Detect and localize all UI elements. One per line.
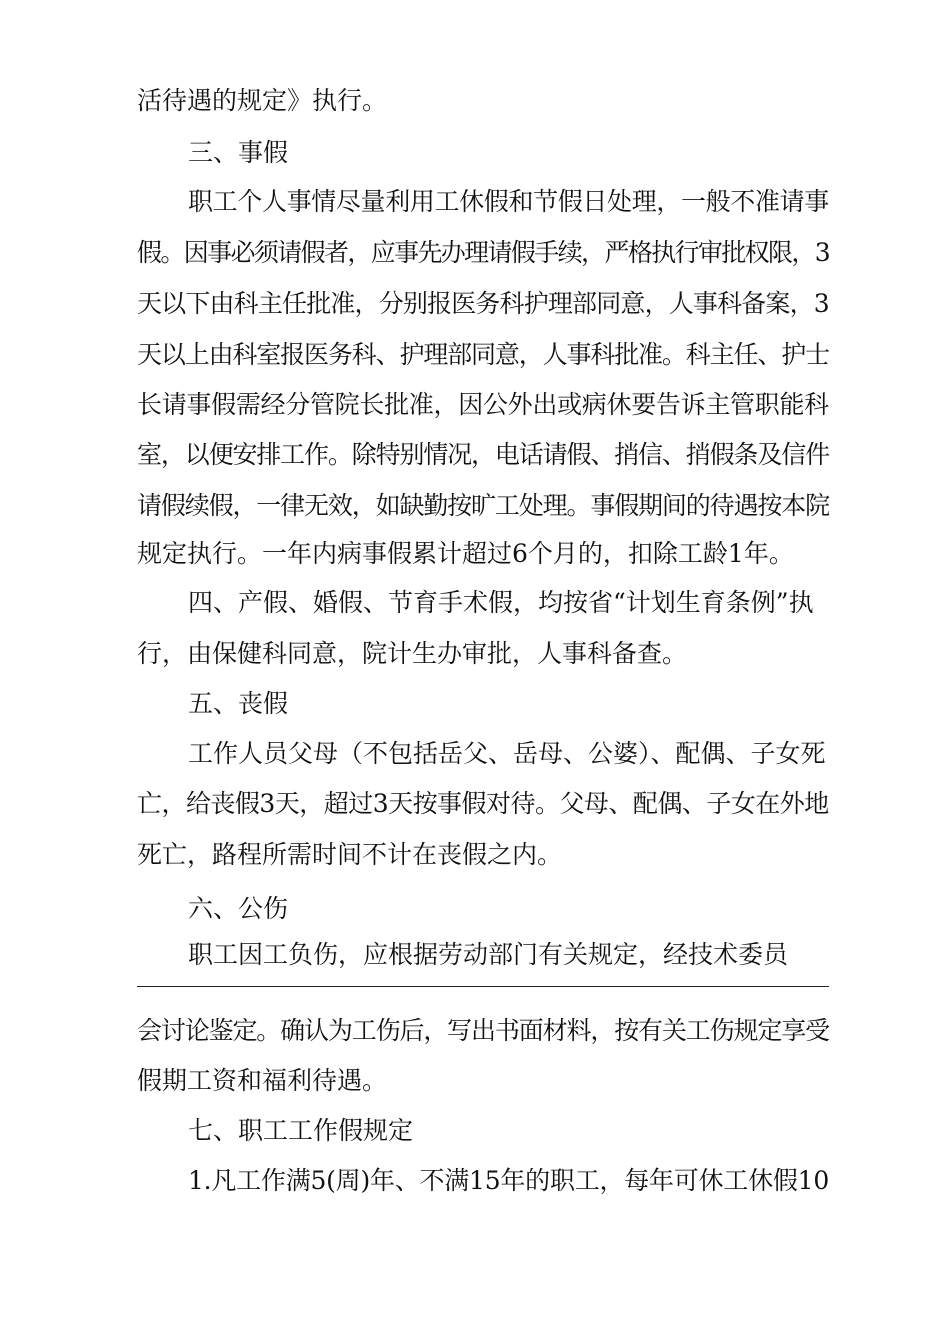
section-heading-personal-leave: 三、事假 [188,138,289,167]
paragraph-line: 假期工资和福利待遇。 [137,1066,388,1095]
paragraph-line: 工作人员父母（不包括岳父、岳母、公婆）、配偶、子女死 [188,739,826,768]
section-heading-work-leave: 七、职工工作假规定 [188,1116,414,1145]
paragraph-line: 活待遇的规定》执行。 [137,86,388,115]
paragraph-line: 会讨论鉴定。确认为工伤后，写出书面材料，按有关工伤规定享受 [137,1016,829,1045]
paragraph-line: 请假续假，一律无效，如缺勤按旷工处理。事假期间的待遇按本院 [137,491,829,520]
paragraph-line: 职工因工负伤，应根据劳动部门有关规定，经技术委员 [188,940,789,969]
paragraph-line: 亡，给丧假3天，超过3天按事假对待。父母、配偶、子女在外地 [137,789,829,818]
paragraph-line: 1.凡工作满5(周)年、不满15年的职工，每年可休工休假10 [188,1166,829,1195]
page-divider [137,986,829,987]
section-heading-work-injury: 六、公伤 [188,894,289,923]
paragraph-line: 天以下由科主任批准，分别报医务科护理部同意，人事科备案，3 [137,289,829,318]
paragraph-line: 行，由保健科同意，院计生办审批，人事科备查。 [137,639,688,668]
paragraph-line: 死亡，路程所需时间不计在丧假之内。 [137,840,563,869]
section-heading-bereavement-leave: 五、丧假 [188,689,289,718]
paragraph-line: 长请事假需经分管院长批准，因公外出或病休要告诉主管职能科 [137,390,829,419]
paragraph-line: 室，以便安排工作。除特别情况，电话请假、捎信、捎假条及信件 [137,440,829,469]
paragraph-line: 四、产假、婚假、节育手术假，均按省“计划生育条例”执 [188,588,814,617]
paragraph-line: 天以上由科室报医务科、护理部同意，人事科批准。科主任、护士 [137,340,829,369]
paragraph-line: 假。因事必须请假者，应事先办理请假手续，严格执行审批权限，3 [137,238,830,267]
paragraph-line: 职工个人事情尽量利用工休假和节假日处理，一般不准请事 [188,187,829,216]
paragraph-line: 规定执行。一年内病事假累计超过6个月的，扣除工龄1年。 [137,539,794,568]
